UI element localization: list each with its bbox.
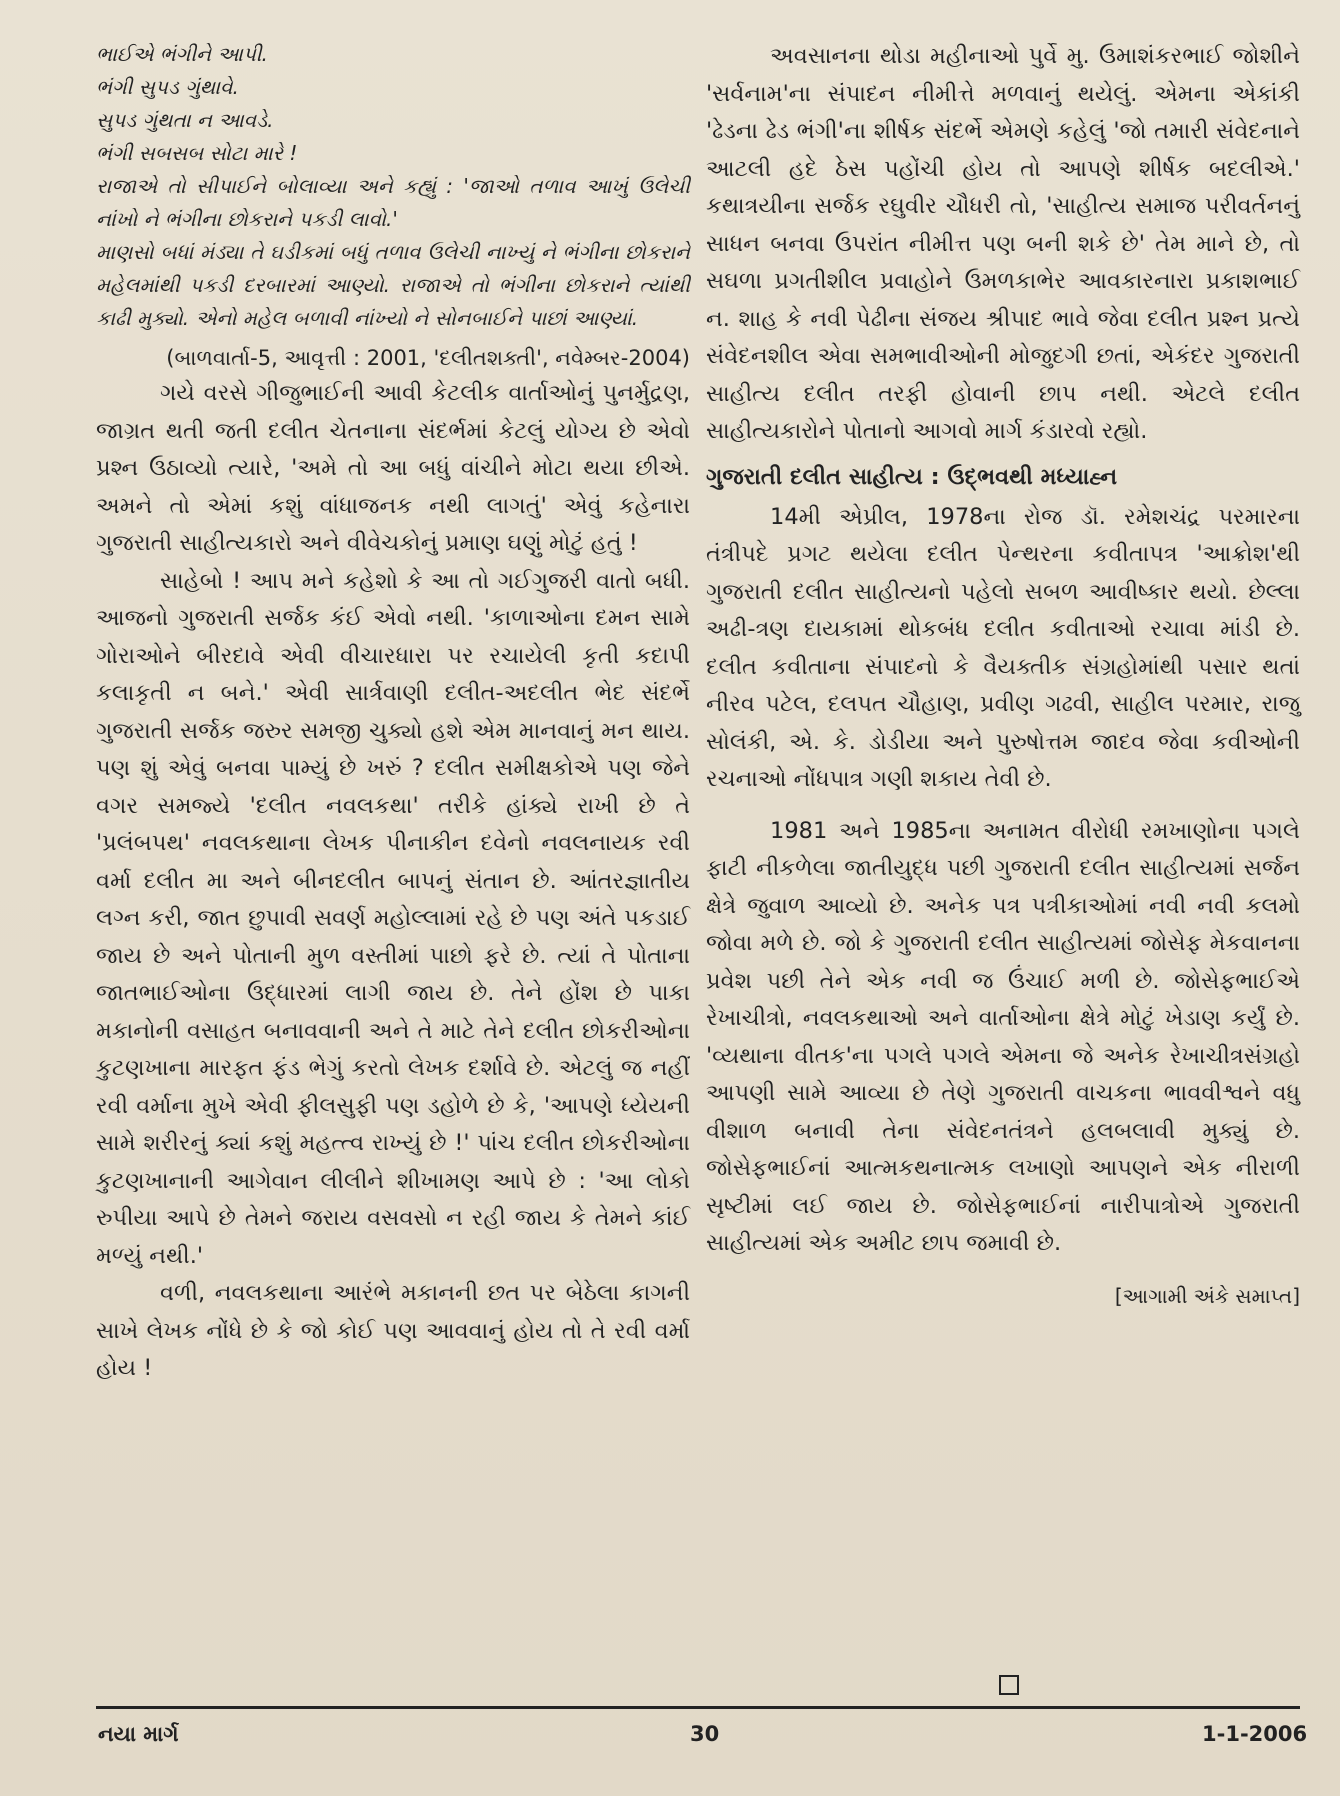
footer-divider xyxy=(96,1706,1300,1709)
magazine-name: નયા માર્ગ xyxy=(98,1722,179,1746)
story-line: ભાઈએ ભંગીને આપી. xyxy=(96,42,268,66)
story-line: ભંગી સબસબ સોટા મારે ! xyxy=(96,141,298,165)
section-heading: ગુજરાતી દલીત સાહીત્ય : ઉદ્ભવથી મધ્યાહ્ન xyxy=(706,463,1118,490)
end-mark-icon xyxy=(999,1675,1019,1695)
right-column xyxy=(706,38,1300,1313)
story-line: રાજાએ તો સીપાઈને બોલાવ્યા અને કહ્યું : 'જાઓ તળાવ આખું ઉલેચી નાંખો ને ભંગીના છોકરાને પકડી લાવો.' xyxy=(96,174,690,231)
body-paragraph: સાહેબો ! આપ મને કહેશો કે આ તો ગઈગુજરી વાતો બધી. આજનો ગુજરાતી સર્જક કંઈ એવો નથી. 'કાળાઓના દમન સામે ગોરાઓને બીરદાવે એવી વીચારધારા પર રચાયેલી કૃતી કદાપી કલાકૃતી ન બને.' એવી સાર્ત્રવાણી દલીત-અદલીત ભેદ સંદર્ભે ગુજરાતી સર્જક જરુર સમજી ચુક્યો હશે એમ માનવાનું મન થાય. પણ શું એવું બનવા પામ્યું છે ખરું ? દલીત સમીક્ષકોએ પણ જેને વગર સમજ્યે 'દલીત નવલકથા' તરીકે હાંક્યે રાખી છે તે 'પ્રલંબપથ' નવલકથાના લેખક પીનાકીન દવેનો નવલનાયક રવી વર્મા દલીત મા અને બીનદલીત બાપનું સંતાન છે. આંતરજ્ઞાતીય લગ્ન કરી, જાત છુપાવી સવર્ણ મહોલ્લામાં રહે છે પણ અંતે પકડાઈ જાય છે અને પોતાની મુળ વસ્તીમાં પાછો ફરે છે. ત્યાં તે પોતાના જાતભાઈઓના ઉદ્ધારમાં લાગી જાય છે. તેને હોંશ છે પાકા મકાનોની વસાહત બનાવવાની અને તે માટે તેને દલીત છોકરીઓના કુટણખાના મારફત ફંડ ભેગું કરતો લેખક દર્શાવે છે. એટલું જ નહીં રવી વર્માના મુખે એવી ફીલસુફી પણ ડહોળે છે કે, 'આપણે ધ્યેયની સામે શરીરનું ક્યાં કશું મહત્ત્વ રાખ્યું છે !' પાંચ દલીત છોકરીઓના કુટણખાનાની આગેવાન લીલીને શીખામણ આપે છે : 'આ લોકો રુપીયા આપે છે તેમને જરાય વસવસો ન રહી જાય કે તેમને કાંઈ મળ્યું નથી.' xyxy=(96,567,690,1269)
page-number: 30 xyxy=(690,1722,720,1746)
body-paragraph: વળી, નવલકથાના આરંભે મકાનની છત પર બેઠેલા કાગની સાખે લેખક નોંધે છે કે જો કોઈ પણ આવવાનું હોય તો તે રવી વર્મા હોય ! xyxy=(96,1280,690,1381)
story-excerpt xyxy=(96,38,690,335)
story-line: સુપડ ગુંથતા ન આવડે. xyxy=(96,108,274,132)
story-line: માણસો બધાં મંડ્યા તે ઘડીકમાં બધું તળાવ ઉલેચી નાખ્યું ને ભંગીના છોકરાને મહેલમાંથી પકડી દરબારમાં આણ્યો. રાજાએ તો ભંગીના છોકરાને ત્યાંથી કાઢી મુક્યો. એનો મહેલ બળાવી નાંખ્યો ને સોનબાઈને પાછાં આણ્યાં. xyxy=(96,240,690,330)
citation: (બાળવાર્તા-5, આવૃત્તી : 2001, 'દલીતશક્તી', નવેમ્બર-2004) xyxy=(166,346,690,370)
body-paragraph: અવસાનના થોડા મહીનાઓ પુર્વે મુ. ઉમાશંકરભાઈ જોશીને 'સર્વનામ'ના સંપાદન નીમીત્તે મળવાનું થયેલું. એમના એકાંકી 'ઢેડના ઢેડ ભંગી'ના શીર્ષક સંદર્ભે એમણે કહેલું 'જો તમારી સંવેદનાને આટલી હદે ઠેસ પહોંચી હોય તો આપણે શીર્ષક બદલીએ.' કથાત્રયીના સર્જક રઘુવીર ચૌધરી તો, 'સાહીત્ય સમાજ પરીવર્તનનું સાધન બનવા ઉપરાંત નીમીત્ત પણ બની શકે છે' તેમ માને છે, તો સઘળા પ્રગતીશીલ પ્રવાહોને ઉમળકાભેર આવકારનારા પ્રકાશભાઈ ન. શાહ કે નવી પેઢીના સંજય શ્રીપાદ ભાવે જેવા દલીત પ્રશ્ન પ્રત્યે સંવેદનશીલ એવા સમભાવીઓની મોજુદગી છતાં, એકંદર ગુજરાતી સાહીત્ય દલીત તરફી હોવાની છાપ નથી. એટલે દલીત સાહીત્યકારોને પોતાનો આગવો માર્ગ કંડારવો રહ્યો. xyxy=(706,43,1300,444)
left-column xyxy=(96,38,690,1388)
body-paragraph: ગયે વરસે ગીજુભાઈની આવી કેટલીક વાર્તાઓનું પુનર્મુદ્રણ, જાગ્રત થતી જતી દલીત ચેતનાના સંદર્ભમાં કેટલું યોગ્ય છે એવો પ્રશ્ન ઉઠાવ્યો ત્યારે, 'અમે તો આ બધું વાંચીને મોટા થયા છીએ. અમને તો એમાં કશું વાંધાજનક નથી લાગતું' એવું કહેનારા ગુજરાતી સાહીત્યકારો અને વીવેચકોનું પ્રમાણ ઘણું મોટું હતું ! xyxy=(96,380,690,556)
issue-date: 1-1-2006 xyxy=(1202,1722,1308,1746)
body-paragraph: 14મી એપ્રીલ, 1978ના રોજ ડૉ. રમેશચંદ્ર પરમારના તંત્રીપદે પ્રગટ થયેલા દલીત પેન્થરના કવીતાપત્ર 'આક્રોશ'થી ગુજરાતી દલીત સાહીત્યનો પહેલો સબળ આવીષ્કાર થયો. છેલ્લા અઢી-ત્રણ દાયકામાં થોકબંધ દલીત કવીતાઓ રચાવા માંડી છે. દલીત કવીતાના સંપાદનો કે વૈયક્તીક સંગ્રહોમાંથી પસાર થતાં નીરવ પટેલ, દલપત ચૌહાણ, પ્રવીણ ગઢવી, સાહીલ પરમાર, રાજુ સોલંકી, એ. કે. ડોડીયા અને પુરુષોત્તમ જાદવ જેવા કવીઓની રચનાઓ નોંધપાત્ર ગણી શકાય તેવી છે. xyxy=(706,503,1300,792)
body-paragraph: 1981 અને 1985ના અનામત વીરોધી રમખાણોના પગલે ફાટી નીકળેલા જાતીયુદ્ધ પછી ગુજરાતી દલીત સાહીત્યમાં સર્જન ક્ષેત્રે જુવાળ આવ્યો છે. અનેક પત્ર પત્રીકાઓમાં નવી નવી કલમો જોવા મળે છે. જો કે ગુજરાતી દલીત સાહીત્યમાં જોસેફ મેકવાનના પ્રવેશ પછી તેને એક નવી જ ઉંચાઈ મળી છે. જોસેફભાઈએ રેખાચીત્રો, નવલકથાઓ અને વાર્તાઓના ક્ષેત્રે મોટું ખેડાણ કર્યું છે. 'વ્યથાના વીતક'ના પગલે પગલે એમના જે અનેક રેખાચીત્રસંગ્રહો આપણી સામે આવ્યા છે તેણે ગુજરાતી વાચકના ભાવવીશ્વને વધુ વીશાળ બનાવી તેના સંવેદનતંત્રને હલબલાવી મુક્યું છે. જોસેફભાઈનાં આત્મકથનાત્મક લખાણો આપણને એક નીરાળી સૃષ્ટીમાં લઈ જાય છે. જોસેફભાઈનાં નારીપાત્રોએ ગુજરાતી સાહીત્યમાં એક અમીટ છાપ જમાવી છે. xyxy=(706,817,1300,1256)
continued-note: [આગામી અંકે સમાપ્ત] xyxy=(1114,1283,1300,1308)
story-line: ભંગી સુપડ ગુંથાવે. xyxy=(96,75,239,99)
